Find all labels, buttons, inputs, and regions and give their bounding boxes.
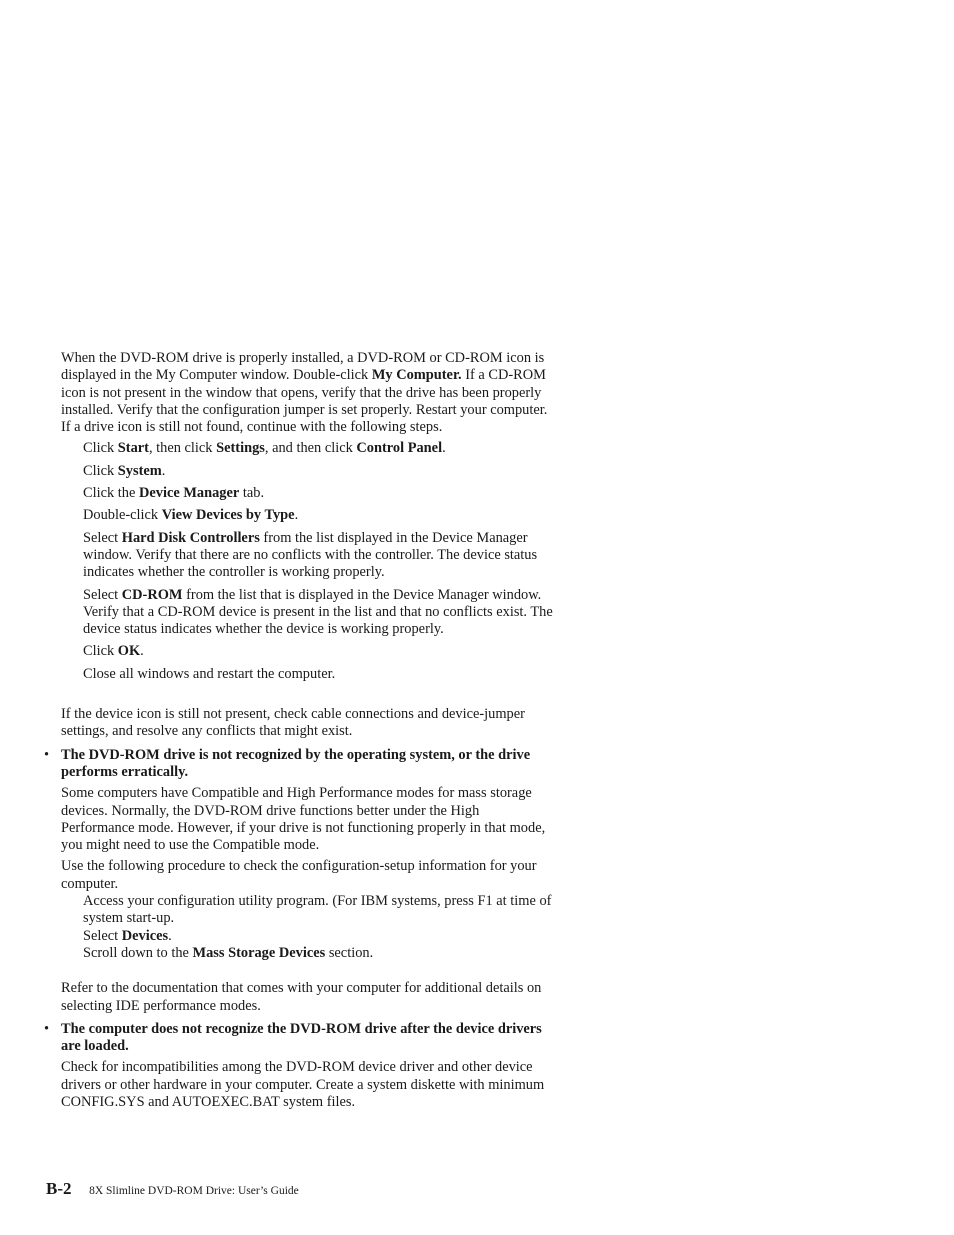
step-5: Select Hard Disk Controllers from the list displayed in the Device Manager window. Verify that there are no conflicts with the controller. The device status indicates whether the controller is working properly. [83, 529, 538, 581]
intro-paragraph [61, 350, 556, 436]
bullet-body-1 [61, 785, 556, 1015]
bullet1-step-2: Select Devices. [83, 927, 172, 944]
page-content [44, 350, 556, 1115]
bullet1-paragraph-2: Use the following procedure to check the configuration-setup information for your computer. [61, 858, 537, 892]
step-3: Click the Device Manager tab. [83, 485, 265, 502]
bullet2-paragraph-1: Check for incompatibilities among the DVD-ROM device driver and other device drivers or other hardware in your computer. Create a system diskette with minimum CONFIG.SYS and AUTOEXEC.BAT system files. [61, 1059, 545, 1110]
step-6: Select CD-ROM from the list that is displayed in the Device Manager window. Verify that a CD-ROM device is present in the list and that no conflicts exist. The device status indicates whether the device is working properly. [83, 586, 553, 638]
bullet1-step-3: Scroll down to the Mass Storage Devices section. [83, 944, 374, 961]
after-steps-paragraph: If the device icon is still not present, check cable connections and device-jumper settings, and resolve any conflicts that might exist. [61, 706, 525, 740]
step-2: Click System. [83, 462, 166, 479]
step-4: Double-click View Devices by Type. [83, 507, 299, 524]
bullet1-paragraph-3: Refer to the documentation that comes with your computer for additional details on selecting IDE performance modes. [61, 980, 542, 1014]
bullet-marker: • [44, 1020, 50, 1037]
bullet1-step-1: Access your configuration utility program. (For IBM systems, press F1 at time of system start-up. [83, 893, 552, 927]
bullet-marker: • [44, 746, 50, 763]
bullet-body-2 [61, 1059, 556, 1111]
footer-title: 8X Slimline DVD-ROM Drive: User’s Guide [89, 1185, 299, 1197]
step-list [83, 440, 556, 683]
page-number: B-2 [46, 1179, 72, 1198]
step-7: Click OK. [83, 643, 144, 660]
intro-bold: My Computer. [371, 367, 462, 384]
step-1: Click Start, then click Settings, and then click Control Panel. [83, 440, 446, 457]
page-footer [46, 1180, 299, 1200]
intro-text: When the DVD-ROM drive is properly installed, a DVD-ROM or CD-ROM icon is displayed in the My Computer window. Double-click [61, 350, 545, 384]
bullet1-step-list [83, 893, 556, 962]
bullet-heading-1: • The DVD-ROM drive is not recognized by the operating system, or the drive performs erratically. [44, 746, 531, 780]
bullet-heading-2: • The computer does not recognize the DVD-ROM drive after the device drivers are loaded. [44, 1020, 542, 1055]
bullet1-paragraph-1: Some computers have Compatible and High Performance modes for mass storage devices. Normally, the DVD-ROM drive functions better under the High Performance mode. However, if your drive is not functioning properly in that mode, you might need to use the Compatible mode. [61, 785, 546, 854]
intro-text-2: If a CD-ROM icon is not present in the window that opens, verify that the drive has been properly installed. Verify that the configuration jumper is set properly. Restart your computer. If a drive icon is still not found, continue with the following steps. [61, 367, 548, 436]
step-8: Close all windows and restart the computer. [83, 665, 336, 682]
